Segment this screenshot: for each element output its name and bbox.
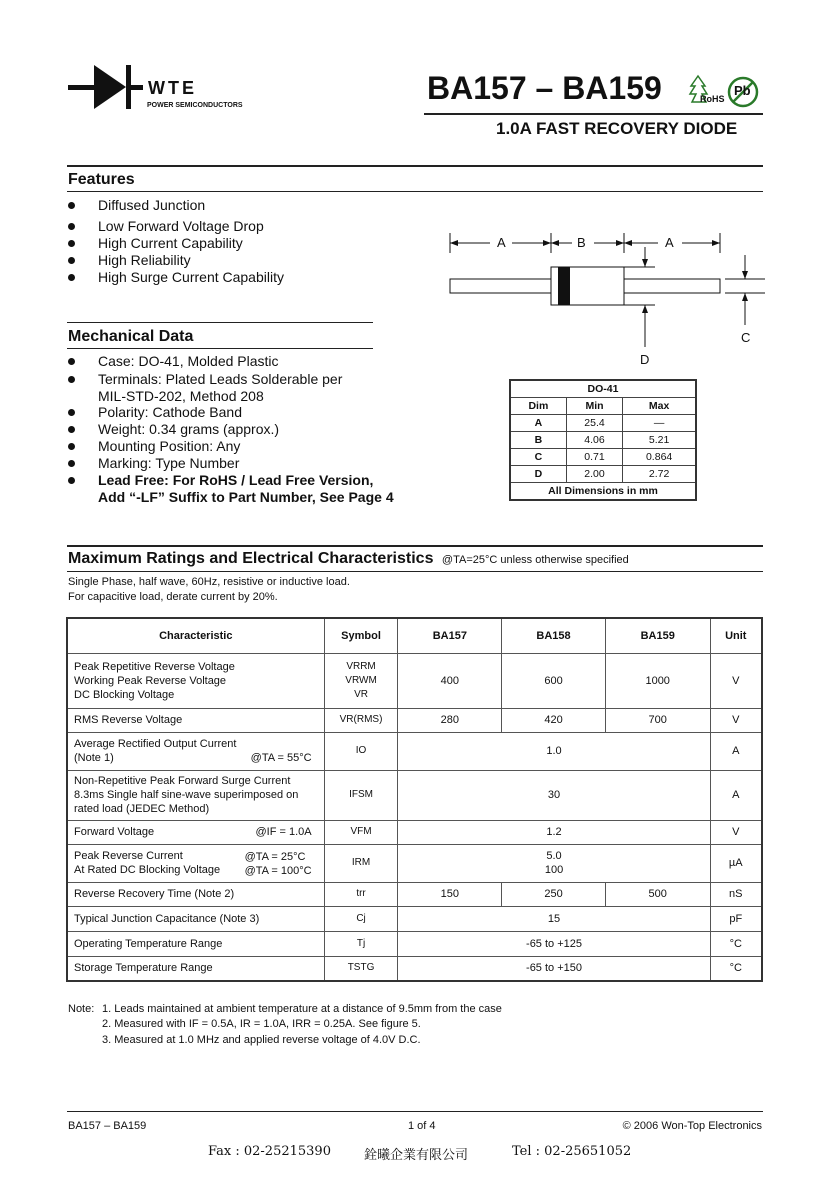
condition-text: @TA = 25°C	[244, 850, 306, 863]
characteristic-cell	[67, 820, 324, 844]
feature-text: Low Forward Voltage Drop	[98, 218, 264, 234]
mechanical-text: Add “-LF” Suffix to Part Number, See Page 4	[98, 489, 394, 505]
symbol-text: VRRM	[346, 660, 376, 672]
bullet-dot	[68, 358, 75, 365]
dim-label-a: A	[665, 235, 674, 250]
pb-text: Pb	[734, 83, 751, 98]
bullet-dot	[68, 202, 75, 209]
symbol-cell	[324, 732, 398, 770]
divider	[67, 348, 373, 349]
characteristic-cell	[67, 770, 324, 820]
note-item: 2. Measured with IF = 0.5A, IR = 1.0A, IRR = 0.25A. See figure 5.	[102, 1018, 421, 1030]
column-header: Characteristic	[67, 618, 324, 653]
title-rule	[424, 113, 763, 115]
table-row	[67, 882, 762, 906]
mechanical-text: Marking: Type Number	[98, 455, 240, 471]
symbol-text: Tj	[356, 937, 366, 949]
table-row	[67, 906, 762, 931]
dimension-table-title: DO-41	[510, 380, 696, 398]
rohs-text: RoHS	[700, 94, 725, 104]
divider	[67, 165, 763, 167]
symbol-cell	[324, 770, 398, 820]
value-cell: 1000	[605, 653, 710, 708]
footer-fax: Fax : 02-25215390	[208, 1144, 331, 1159]
unit-cell: pF	[710, 906, 762, 931]
note-item: 3. Measured at 1.0 MHz and applied reverse voltage of 4.0V D.C.	[102, 1034, 421, 1046]
dim-header: Dim	[510, 398, 566, 415]
lead-free-icon	[727, 76, 759, 108]
condition-block	[245, 850, 312, 878]
feature-text: High Surge Current Capability	[98, 269, 284, 285]
value-cell: 420	[502, 708, 606, 732]
ratings-desc: For capacitive load, derate current by 20%.	[68, 591, 278, 603]
symbol-cell	[324, 708, 398, 732]
table-row	[67, 820, 762, 844]
mechanical-text: Weight: 0.34 grams (approx.)	[98, 421, 280, 437]
characteristic-text: At Rated DC Blocking Voltage	[74, 864, 221, 876]
value-cell: 150	[398, 882, 502, 906]
characteristic-cell	[67, 931, 324, 956]
symbol-text: IRM	[351, 857, 371, 868]
package-outline-diagram	[440, 225, 770, 375]
symbol-text: TSTG	[347, 962, 375, 974]
table-row	[67, 956, 762, 981]
dim-cell: B	[510, 432, 566, 449]
characteristic-text: RMS Reverse Voltage	[74, 714, 183, 726]
characteristic-text: (Note 1)	[74, 752, 114, 764]
bullet-dot	[68, 426, 75, 433]
bullet-dot	[68, 274, 75, 281]
footer-company: 銓曦企業有限公司	[364, 1148, 469, 1163]
dim-cell: 5.21	[623, 432, 696, 449]
bullet-dot	[68, 460, 75, 467]
dim-row	[510, 449, 696, 466]
unit-cell: V	[710, 820, 762, 844]
dim-cell: 2.72	[623, 466, 696, 483]
symbol-cell	[324, 882, 398, 906]
ratings-table	[66, 617, 763, 982]
dim-cell: 0.71	[566, 449, 622, 466]
table-row	[67, 844, 762, 882]
symbol-text: VRWM	[345, 674, 377, 686]
note-item: 1. Leads maintained at ambient temperature at a distance of 9.5mm from the case	[102, 1003, 502, 1015]
unit-cell: °C	[710, 956, 762, 981]
characteristic-cell	[67, 732, 324, 770]
unit-cell: V	[710, 708, 762, 732]
table-row	[67, 708, 762, 732]
footer-copyright: © 2006 Won-Top Electronics	[622, 1120, 762, 1132]
characteristic-text: 8.3ms Single half sine-wave superimposed on	[74, 789, 299, 801]
symbol-text: Cj	[356, 912, 366, 924]
bullet-dot	[68, 240, 75, 247]
dim-cell: 25.4	[566, 415, 622, 432]
dim-row	[510, 432, 696, 449]
condition-text: @TA = 100°C	[244, 864, 312, 877]
unit-cell: °C	[710, 931, 762, 956]
unit-cell: A	[710, 770, 762, 820]
value-cell: -65 to +150	[398, 956, 710, 981]
footer-part: BA157 – BA159	[68, 1120, 147, 1132]
divider	[67, 191, 763, 192]
symbol-text: IFSM	[349, 789, 373, 800]
rohs-logo	[688, 74, 724, 108]
condition-block	[251, 751, 312, 765]
symbol-text: trr	[356, 888, 366, 899]
symbol-cell	[324, 956, 398, 981]
table-row	[67, 931, 762, 956]
bullet-dot	[68, 257, 75, 264]
value-cell	[398, 844, 710, 882]
value-cell: 250	[502, 882, 606, 906]
brand-subtitle: POWER SEMICONDUCTORS	[147, 102, 243, 109]
value-cell: 400	[398, 653, 502, 708]
characteristic-text: rated load (JEDEC Method)	[74, 803, 210, 815]
column-header: Unit	[710, 618, 762, 653]
dim-label-d: D	[640, 352, 650, 367]
characteristic-text: Peak Reverse Current	[74, 850, 183, 862]
feature-text: High Reliability	[98, 252, 191, 268]
characteristic-cell	[67, 653, 324, 708]
dim-cell: —	[623, 415, 696, 432]
column-header: BA158	[502, 618, 606, 653]
value-text: 5.0	[546, 850, 562, 862]
table-row	[67, 653, 762, 708]
unit-cell: V	[710, 653, 762, 708]
column-header: Symbol	[324, 618, 398, 653]
feature-text: High Current Capability	[98, 235, 243, 251]
condition-text: @IF = 1.0A	[255, 825, 312, 838]
value-cell: 280	[398, 708, 502, 732]
value-cell: 700	[605, 708, 710, 732]
dim-cell: C	[510, 449, 566, 466]
mechanical-text: Lead Free: For RoHS / Lead Free Version,	[98, 472, 374, 488]
value-cell: 500	[605, 882, 710, 906]
dimension-table-footer: All Dimensions in mm	[510, 483, 696, 501]
dim-label-a: A	[497, 235, 506, 250]
value-cell: 1.2	[398, 820, 710, 844]
ratings-desc: Single Phase, half wave, 60Hz, resistive or inductive load.	[68, 576, 350, 588]
symbol-cell	[324, 906, 398, 931]
column-header: BA159	[605, 618, 710, 653]
characteristic-text: Forward Voltage	[74, 826, 155, 838]
characteristic-text: Peak Repetitive Reverse Voltage	[74, 660, 235, 673]
characteristic-text: Average Rectified Output Current	[74, 738, 237, 750]
characteristic-cell	[67, 844, 324, 882]
bullet-dot	[68, 376, 75, 383]
divider	[67, 571, 763, 572]
ratings-condition: @TA=25°C unless otherwise specified	[441, 554, 629, 566]
symbol-cell	[324, 653, 398, 708]
footer-tel: Tel : 02-25651052	[512, 1144, 632, 1159]
condition-text: @TA = 55°C	[250, 751, 312, 764]
notes-label: Note:	[68, 1003, 95, 1015]
characteristic-text: Operating Temperature Range	[74, 937, 223, 950]
value-cell: 600	[502, 653, 606, 708]
characteristic-text: Storage Temperature Range	[74, 962, 213, 975]
symbol-text: IO	[355, 745, 367, 756]
symbol-text: VR(RMS)	[339, 714, 383, 725]
page-subtitle: 1.0A FAST RECOVERY DIODE	[496, 119, 738, 138]
mechanical-text: Mounting Position: Any	[98, 438, 241, 454]
mechanical-text: Polarity: Cathode Band	[98, 404, 242, 420]
value-cell: 30	[398, 770, 710, 820]
dim-row	[510, 466, 696, 483]
unit-cell: A	[710, 732, 762, 770]
mechanical-text: Terminals: Plated Leads Solderable per	[98, 371, 343, 387]
unit-cell: nS	[710, 882, 762, 906]
dim-row	[510, 415, 696, 432]
symbol-cell	[324, 820, 398, 844]
dim-cell: 2.00	[566, 466, 622, 483]
table-row	[67, 770, 762, 820]
mechanical-title: Mechanical Data	[68, 328, 194, 345]
characteristic-text: Working Peak Reverse Voltage	[74, 674, 227, 687]
dim-header: Max	[623, 398, 696, 415]
dim-cell: D	[510, 466, 566, 483]
characteristic-cell	[67, 708, 324, 732]
dim-label-b: B	[577, 235, 586, 250]
ratings-title	[68, 550, 629, 568]
characteristic-cell	[67, 956, 324, 981]
symbol-cell	[324, 844, 398, 882]
value-cell: 15	[398, 906, 710, 931]
characteristic-cell	[67, 906, 324, 931]
dimension-table	[509, 379, 697, 501]
footer-page: 1 of 4	[408, 1120, 436, 1132]
symbol-cell	[324, 931, 398, 956]
bullet-dot	[68, 443, 75, 450]
divider	[67, 545, 763, 547]
ratings-title-text: Maximum Ratings and Electrical Characteristics	[68, 550, 434, 567]
brand-name: WTE	[148, 78, 197, 98]
bullet-dot	[68, 409, 75, 416]
condition-block	[255, 825, 311, 839]
characteristic-text: DC Blocking Voltage	[74, 688, 175, 701]
characteristic-text: Reverse Recovery Time (Note 2)	[74, 888, 235, 900]
characteristic-text: Typical Junction Capacitance (Note 3)	[74, 912, 260, 925]
footer-rule	[67, 1111, 763, 1112]
value-cell: 1.0	[398, 732, 710, 770]
dim-cell: A	[510, 415, 566, 432]
column-header: BA157	[398, 618, 502, 653]
mechanical-text: Case: DO-41, Molded Plastic	[98, 353, 279, 369]
characteristic-cell	[67, 882, 324, 906]
bullet-dot	[68, 477, 75, 484]
features-title: Features	[68, 171, 135, 188]
characteristic-text: Non-Repetitive Peak Forward Surge Current	[74, 775, 291, 787]
divider	[67, 322, 373, 323]
dim-cell: 0.864	[623, 449, 696, 466]
value-text: 100	[544, 864, 564, 876]
unit-cell: µA	[710, 844, 762, 882]
feature-text: Diffused Junction	[98, 197, 206, 213]
table-row	[67, 732, 762, 770]
symbol-text: VR	[354, 688, 368, 700]
dim-label-c: C	[741, 330, 751, 345]
page-title: BA157 – BA159	[427, 70, 662, 106]
bullet-dot	[68, 223, 75, 230]
dim-header: Min	[566, 398, 622, 415]
symbol-text: VFM	[350, 826, 372, 837]
mechanical-text: MIL-STD-202, Method 208	[98, 388, 264, 404]
value-cell: -65 to +125	[398, 931, 710, 956]
dim-cell: 4.06	[566, 432, 622, 449]
